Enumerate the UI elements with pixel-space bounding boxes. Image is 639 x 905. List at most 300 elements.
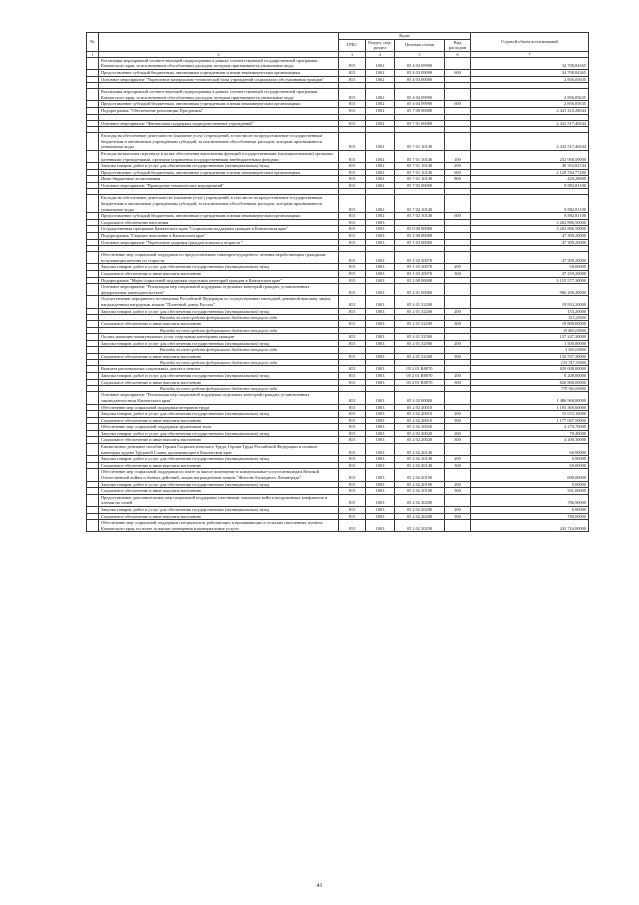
row-number-cell: [87, 334, 99, 341]
target-article-cell: 05 7 02 10140: [395, 213, 445, 220]
amount-cell: 19 800,00000: [471, 327, 589, 333]
amount-cell: 591,00000: [471, 488, 589, 495]
target-article-cell: 05 2 01 52500: [395, 334, 445, 341]
expense-kind-cell: 300: [445, 513, 471, 520]
description-cell: Расходы за счет средств федерального бюджета текущего года: [99, 360, 339, 366]
table-row: [87, 133, 589, 151]
expense-kind-cell: [445, 120, 471, 127]
expense-kind-cell: [445, 89, 471, 101]
description-cell: Выплата региональных социальных доплат к пенсии: [99, 366, 339, 373]
expense-kind-cell: 300: [445, 488, 471, 495]
row-number-cell: [87, 277, 99, 284]
table-row: [87, 176, 589, 183]
grbs-cell: 815: [339, 437, 366, 444]
grbs-cell: 815: [339, 57, 366, 69]
description-cell: Реализация мероприятий соответствующей подпрограммы в рамках соответствующей государственной программы Камчатского края, за исключением обособленных расходов, которым присваиваются уникальные коды: [99, 89, 339, 101]
row-number-cell: [87, 271, 99, 278]
table-row: [87, 69, 589, 76]
amount-cell: 3 155 577,30000: [471, 277, 589, 284]
grbs-cell: 815: [339, 507, 366, 514]
target-article-cell: 05 4 04 00000: [395, 76, 445, 83]
description-cell: Закупка товаров, работ и услуг для обеспечения государственных (муниципальных) нужд: [99, 308, 339, 315]
row-number-cell: [87, 69, 99, 76]
amount-cell: 2 856,05635: [471, 101, 589, 108]
amount-cell: 47 309,20000: [471, 239, 589, 246]
header-razdel: Раздел, под-раздел: [366, 39, 395, 51]
table-row: [87, 226, 589, 233]
description-cell: Закупка товаров, работ и услуг для обеспечения государственных (муниципальных) нужд: [99, 340, 339, 347]
grbs-cell: 815: [339, 89, 366, 101]
amount-cell: 34 708,84365: [471, 69, 589, 76]
target-article-cell: 05 2 02 20200: [395, 507, 445, 514]
row-number-cell: [87, 430, 99, 437]
description-cell: Предоставление субсидий бюджетным, автономным учреждениям и иным некоммерческим организациям: [99, 101, 339, 108]
section-cell: 1002: [366, 133, 395, 151]
amount-cell: 34 708,84365: [471, 57, 589, 69]
grbs-cell: 815: [339, 321, 366, 328]
target-article-cell: 05 2 02 20230: [395, 520, 445, 532]
amount-cell: 2 129 784,77200: [471, 169, 589, 176]
section-cell: 1003: [366, 226, 395, 233]
target-article-cell: 05 2 02 20010: [395, 417, 445, 424]
section-cell: 1002: [366, 76, 395, 83]
expense-kind-cell: 200: [445, 507, 471, 514]
row-number-cell: [87, 321, 99, 328]
target-article-cell: 05 4 04 09990: [395, 101, 445, 108]
column-number: 1: [87, 51, 99, 57]
amount-cell: 4 200,30000: [471, 437, 589, 444]
section-cell: 1003: [366, 520, 395, 532]
amount-cell: 1 500,00000: [471, 347, 589, 353]
grbs-cell: 815: [339, 488, 366, 495]
description-cell: Расходы за счет средств федерального бюджета текущего года: [99, 386, 339, 392]
row-number-cell: [87, 76, 99, 83]
description-cell: Обеспечение мер социальной поддержки тружеников тыла: [99, 424, 339, 431]
grbs-cell: 815: [339, 271, 366, 278]
expense-kind-cell: [445, 284, 471, 296]
section-cell: 1003: [366, 469, 395, 481]
expense-kind-cell: [445, 366, 471, 373]
section-cell: 1003: [366, 494, 395, 506]
row-number-cell: [87, 252, 99, 264]
row-number-cell: [87, 89, 99, 101]
section-cell: 1003: [366, 444, 395, 456]
row-number-cell: [87, 437, 99, 444]
expense-kind-cell: 300: [445, 379, 471, 386]
target-article-cell: 05 2 01 52200: [395, 321, 445, 328]
grbs-cell: 815: [339, 277, 366, 284]
row-number-cell: [87, 169, 99, 176]
section-cell: 1003: [366, 411, 395, 418]
target-article-cell: 05 1 03 20070: [395, 271, 445, 278]
row-number-cell: [87, 57, 99, 69]
column-number: 6: [445, 51, 471, 57]
description-cell: Расходы за счет средств федерального бюджета текущего года: [99, 347, 339, 353]
expense-kind-cell: 200: [445, 264, 471, 271]
description-cell: Предоставление субсидий бюджетным, автономным учреждениям и иным некоммерческим организациям: [99, 213, 339, 220]
grbs-cell: 815: [339, 101, 366, 108]
grbs-cell: 815: [339, 69, 366, 76]
table-row: [87, 340, 589, 347]
row-number-cell: [87, 392, 99, 404]
grbs-cell: 815: [339, 133, 366, 151]
section-cell: 1003: [366, 404, 395, 411]
expense-kind-cell: 200: [445, 411, 471, 418]
row-number-cell: [87, 372, 99, 379]
section-cell: 1003: [366, 456, 395, 463]
section-cell: 1003: [366, 372, 395, 379]
section-cell: 1003: [366, 308, 395, 315]
target-article-cell: 05 2 01 00000: [395, 284, 445, 296]
table-row: [87, 494, 589, 506]
grbs-cell: 815: [339, 481, 366, 488]
row-number-cell: [87, 462, 99, 469]
section-cell: 1002: [366, 89, 395, 101]
row-number-cell: [87, 233, 99, 240]
table-row: [87, 120, 589, 127]
table-row: [87, 469, 589, 481]
expense-kind-cell: 200: [445, 430, 471, 437]
description-cell: Социальное обеспечение и иные выплаты населению: [99, 488, 339, 495]
expense-kind-cell: 300: [445, 437, 471, 444]
table-body: [87, 57, 589, 532]
target-article-cell: 05 7 02 00000: [395, 182, 445, 189]
section-cell: 1002: [366, 195, 395, 213]
amount-cell: 8 892,81100: [471, 182, 589, 189]
header-kind: Вид расходов: [445, 39, 471, 51]
column-number: 7: [471, 51, 589, 57]
target-article-cell: 05 2 02 20140: [395, 462, 445, 469]
amount-cell: 50,00000: [471, 264, 589, 271]
expense-kind-cell: [445, 76, 471, 83]
grbs-cell: 815: [339, 213, 366, 220]
amount-cell: 60,90000: [471, 444, 589, 456]
amount-cell: 600,00000: [471, 469, 589, 481]
expense-kind-cell: [445, 334, 471, 341]
description-cell: Расходы на обеспечение деятельности (оказание услуг) учреждений, в том числе на предоставление государственным бюджетным и автономным учреждениям субсидий, за исключением обособленных расходов, которым присваиваются уникальные коды: [99, 195, 339, 213]
grbs-cell: 815: [339, 219, 366, 226]
table-row: [87, 57, 589, 69]
table-row: [87, 264, 589, 271]
expense-kind-cell: 200: [445, 308, 471, 315]
section-cell: 1003: [366, 284, 395, 296]
target-article-cell: 05 7 01 00000: [395, 120, 445, 127]
column-number: 5: [395, 51, 445, 57]
amount-cell: 60,00000: [471, 462, 589, 469]
row-number-cell: [87, 507, 99, 514]
amount-cell: 1 486 968,80000: [471, 392, 589, 404]
expense-kind-cell: [445, 57, 471, 69]
grbs-cell: 815: [339, 150, 366, 162]
section-cell: 1002: [366, 176, 395, 183]
grbs-cell: 815: [339, 444, 366, 456]
table-row: [87, 213, 589, 220]
description-cell: Осуществление переданного полномочия Российской Федерации по осуществлению ежегодной денежной выплаты лицам, награжденным нагрудным знаком "Почетный донор России": [99, 296, 339, 308]
description-cell: Социальное обеспечение населения: [99, 219, 339, 226]
expense-kind-cell: 200: [445, 456, 471, 463]
grbs-cell: 815: [339, 296, 366, 308]
target-article-cell: 05 2 02 20020: [395, 424, 445, 431]
section-cell: 1003: [366, 507, 395, 514]
table-row: [87, 392, 589, 404]
target-article-cell: 05 2 02 20140: [395, 444, 445, 456]
amount-cell: 8 892,81100: [471, 195, 589, 213]
section-cell: 1002: [366, 163, 395, 170]
amount-cell: 153,20000: [471, 315, 589, 321]
grbs-cell: 815: [339, 76, 366, 83]
row-number-cell: [87, 163, 99, 170]
description-cell: Расходы на обеспечение деятельности (оказание услуг) учреждений, в том числе на предоставление государственным бюджетным и автономным учреждениям субсидий, за исключением обособленных расходов, которым присваиваются уникальные коды: [99, 133, 339, 151]
expense-kind-cell: [445, 296, 471, 308]
row-number-cell: [87, 444, 99, 456]
expense-kind-cell: [445, 107, 471, 114]
expense-kind-cell: 300: [445, 271, 471, 278]
description-cell: Обеспечение мер социальной поддержки ветеранов труда: [99, 404, 339, 411]
section-cell: 1002: [366, 101, 395, 108]
target-article-cell: [395, 219, 445, 226]
amount-cell: 135 747,30000: [471, 360, 589, 366]
target-article-cell: 05 2 01 52200: [395, 308, 445, 315]
section-cell: 1003: [366, 353, 395, 360]
expense-kind-cell: 300: [445, 417, 471, 424]
amount-cell: 8 892,81100: [471, 213, 589, 220]
grbs-cell: 815: [339, 469, 366, 481]
amount-cell: 19 953,20000: [471, 296, 589, 308]
description-cell: Социальное обеспечение и иные выплаты населению: [99, 437, 339, 444]
row-number-cell: [87, 219, 99, 226]
description-cell: Подпрограмма "Обеспечение реализации Программы": [99, 107, 339, 114]
amount-cell: 780,00000: [471, 513, 589, 520]
section-cell: 1003: [366, 430, 395, 437]
amount-cell: 829 008,00000: [471, 366, 589, 373]
grbs-cell: 815: [339, 353, 366, 360]
section-cell: 1002: [366, 213, 395, 220]
target-article-cell: 05 7 01 10140: [395, 150, 445, 162]
expense-kind-cell: [445, 392, 471, 404]
grbs-cell: 815: [339, 392, 366, 404]
description-cell: Обеспечение мер социальной поддержки специалистов, работающих и проживающих в сельских населенных пунктах Камчатского края, по плате за жилые помещения и коммунальные услуги: [99, 520, 339, 532]
table-row: [87, 277, 589, 284]
table-row: [87, 252, 589, 264]
description-cell: Закупка товаров, работ и услуг для обеспечения государственных (муниципальных) нужд: [99, 456, 339, 463]
section-cell: 1003: [366, 481, 395, 488]
table-row: [87, 308, 589, 315]
target-article-cell: 05 1 00 00000: [395, 233, 445, 240]
section-cell: 1003: [366, 424, 395, 431]
description-cell: Закупка товаров, работ и услуг для обеспечения государственных (муниципальных) нужд: [99, 507, 339, 514]
grbs-cell: 815: [339, 107, 366, 114]
grbs-cell: 815: [339, 424, 366, 431]
budget-table: [86, 32, 589, 532]
table-row: [87, 404, 589, 411]
expense-kind-cell: 300: [445, 321, 471, 328]
description-cell: Социальное обеспечение и иные выплаты населению: [99, 379, 339, 386]
description-cell: Государственная программа Камчатского края "Социальная поддержка граждан в Камчатском крае": [99, 226, 339, 233]
row-number-cell: [87, 150, 99, 162]
row-number-cell: [87, 424, 99, 431]
header-number: №: [87, 33, 99, 52]
grbs-cell: 815: [339, 120, 366, 127]
target-article-cell: 05 2 02 20140: [395, 456, 445, 463]
amount-cell: 47 259,20000: [471, 271, 589, 278]
amount-cell: 2 432 517,46944: [471, 133, 589, 151]
table-row: [87, 437, 589, 444]
target-article-cell: 05 2 02 20200: [395, 513, 445, 520]
target-article-cell: 05 2 01 R0070: [395, 366, 445, 373]
expense-kind-cell: 300: [445, 353, 471, 360]
grbs-cell: 815: [339, 366, 366, 373]
row-number-cell: [87, 494, 99, 506]
table-row: [87, 488, 589, 495]
description-cell: Основное мероприятие "Укрепление материально-технической базы учреждений социального обслуживания граждан": [99, 76, 339, 83]
section-cell: 1003: [366, 239, 395, 246]
description-cell: Основное мероприятие "Проведение тематических мероприятий": [99, 182, 339, 189]
target-article-cell: 05 7 01 10140: [395, 163, 445, 170]
budget-table-sheet: [86, 32, 588, 532]
description-cell: Закупка товаров, работ и услуг для обеспечения государственных (муниципальных) нужд: [99, 430, 339, 437]
target-article-cell: 05 2 02 20200: [395, 494, 445, 506]
description-cell: Расходы на выплаты персоналу в целях обеспечения выполнения функций государственными (муниципальными) органами, казенными учреждениями, органами управления государственными внебюджетными фондами: [99, 150, 339, 162]
section-cell: 1002: [366, 69, 395, 76]
row-number-cell: [87, 107, 99, 114]
description-cell: Основное мероприятие "Финансовая поддержка подведомственных учреждений": [99, 120, 339, 127]
amount-cell: 779 760,00000: [471, 386, 589, 392]
target-article-cell: 05 2 01 52200: [395, 296, 445, 308]
section-cell: 1003: [366, 417, 395, 424]
expense-kind-cell: [445, 252, 471, 264]
expense-kind-cell: [445, 182, 471, 189]
table-header: [87, 33, 589, 58]
table-row: [87, 417, 589, 424]
row-number-cell: [87, 264, 99, 271]
expense-kind-cell: [445, 444, 471, 456]
section-cell: 1002: [366, 150, 395, 162]
table-row: [87, 150, 589, 162]
table-row: [87, 89, 589, 101]
target-article-cell: 05 0 00 00000: [395, 226, 445, 233]
table-row: [87, 353, 589, 360]
amount-cell: 252 958,59000: [471, 150, 589, 162]
section-cell: 1002: [366, 182, 395, 189]
amount-cell: 2 856,05635: [471, 89, 589, 101]
description-cell: Расходы за счет средств федерального бюджета текущего года: [99, 315, 339, 321]
table-row: [87, 76, 589, 83]
section-cell: 1003: [366, 277, 395, 284]
section-cell: 1002: [366, 107, 395, 114]
amount-cell: 2 432 517,46944: [471, 120, 589, 127]
description-cell: Социальное обеспечение и иные выплаты населению: [99, 271, 339, 278]
header-description: [99, 33, 339, 52]
amount-cell: 19 800,00000: [471, 321, 589, 328]
row-number-cell: [87, 213, 99, 220]
row-number-cell: [87, 417, 99, 424]
description-cell: Основное мероприятие "Укрепление здоровья граждан пожилого возраста ": [99, 239, 339, 246]
target-article-cell: 05 2 02 20010: [395, 404, 445, 411]
amount-cell: 2 441 410,28044: [471, 107, 589, 114]
grbs-cell: 815: [339, 334, 366, 341]
row-number-cell: [87, 239, 99, 246]
table-row: [87, 372, 589, 379]
table-row: [87, 284, 589, 296]
grbs-cell: 815: [339, 233, 366, 240]
expense-kind-cell: [445, 424, 471, 431]
column-number: 3: [339, 51, 366, 57]
row-number-cell: [87, 101, 99, 108]
description-cell: Оплата жилищно-коммунальных услуг отдельным категориям граждан: [99, 334, 339, 341]
expense-kind-cell: [445, 469, 471, 481]
table-row: [87, 239, 589, 246]
grbs-cell: 815: [339, 308, 366, 315]
description-cell: Подпрограмма "Старшее поколение в Камчатском крае": [99, 233, 339, 240]
description-cell: Социальное обеспечение и иные выплаты населению: [99, 417, 339, 424]
amount-cell: 3 202 886,50000: [471, 219, 589, 226]
grbs-cell: 815: [339, 462, 366, 469]
section-cell: 1003: [366, 379, 395, 386]
section-cell: 1003: [366, 366, 395, 373]
expense-kind-cell: 200: [445, 372, 471, 379]
row-number-cell: [87, 176, 99, 183]
grbs-cell: 815: [339, 456, 366, 463]
section-cell: 1003: [366, 437, 395, 444]
grbs-cell: 815: [339, 226, 366, 233]
row-number-cell: [87, 340, 99, 347]
expense-kind-cell: [445, 277, 471, 284]
section-cell: 1003: [366, 321, 395, 328]
target-article-cell: 05 4 03 09990: [395, 57, 445, 69]
row-number-cell: [87, 411, 99, 418]
grbs-cell: 815: [339, 372, 366, 379]
table-row: [87, 163, 589, 170]
section-cell: 1003: [366, 340, 395, 347]
section-cell: 1003: [366, 252, 395, 264]
table-row: [87, 233, 589, 240]
grbs-cell: 815: [339, 520, 366, 532]
target-article-cell: 05 1 03 00000: [395, 239, 445, 246]
table-row: [87, 424, 589, 431]
table-row: [87, 481, 589, 488]
section-cell: 1003: [366, 513, 395, 520]
amount-cell: 243 716,80000: [471, 520, 589, 532]
amount-cell: 153,20000: [471, 308, 589, 315]
table-row: [87, 107, 589, 114]
table-row: [87, 296, 589, 308]
expense-kind-cell: 100: [445, 150, 471, 162]
table-row: [87, 513, 589, 520]
table-row: [87, 182, 589, 189]
target-article-cell: 05 2 02 20190: [395, 469, 445, 481]
target-article-cell: 05 7 02 10140: [395, 195, 445, 213]
table-row: [87, 321, 589, 328]
target-article-cell: 05 2 01 52500: [395, 340, 445, 347]
description-cell: Закупка товаров, работ и услуг для обеспечения государственных (муниципальных) нужд: [99, 481, 339, 488]
section-cell: 1003: [366, 462, 395, 469]
description-cell: Предоставление дополнительных мер социальной поддержки участникам локальных войн и вооруженных конфликтов и членам их семей: [99, 494, 339, 506]
section-cell: 1003: [366, 488, 395, 495]
section-cell: 1003: [366, 334, 395, 341]
grbs-cell: 815: [339, 494, 366, 506]
description-cell: Предоставление субсидий бюджетным, автономным учреждениям и иным некоммерческим организациям: [99, 169, 339, 176]
grbs-cell: 815: [339, 513, 366, 520]
target-article-cell: 05 2 02 20010: [395, 411, 445, 418]
grbs-cell: 815: [339, 417, 366, 424]
row-number-cell: [87, 120, 99, 127]
expense-kind-cell: 300: [445, 462, 471, 469]
expense-kind-cell: [445, 219, 471, 226]
row-number-cell: [87, 366, 99, 373]
page-number: 41: [316, 883, 323, 889]
description-cell: Обеспечение мер социальной поддержки по предоставлению санаторно-курортного лечения неработающим гражданам, получающим пенсию по старости: [99, 252, 339, 264]
row-number-cell: [87, 133, 99, 151]
